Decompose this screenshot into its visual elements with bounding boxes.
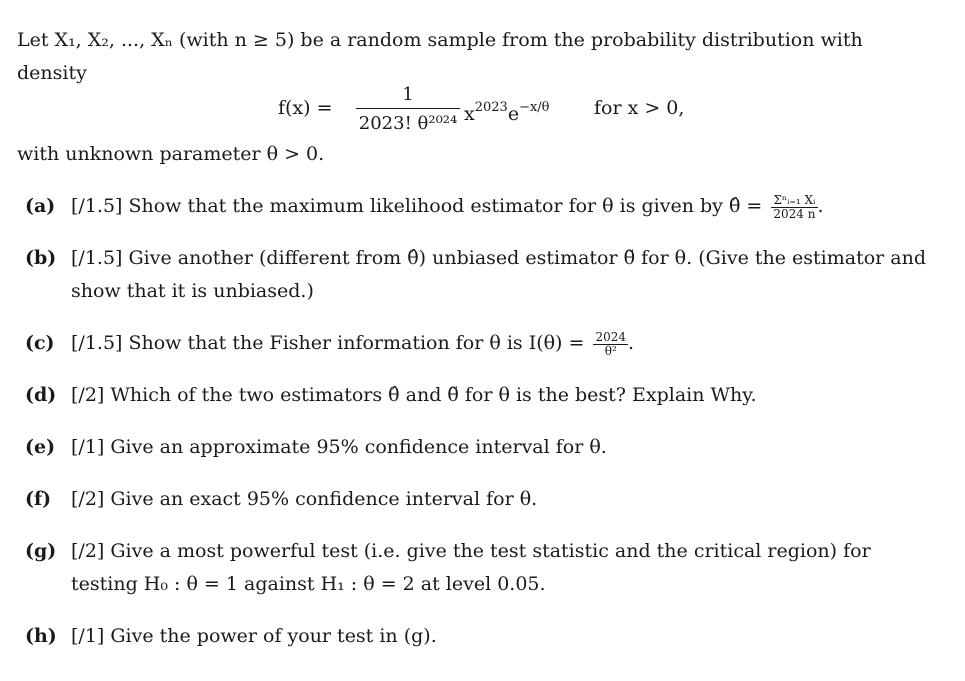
part-suffix: . [628, 332, 635, 354]
part-text: [/1.5] Show that the Fisher information for θ is I(θ) = [71, 332, 585, 354]
part-text: [/2] Give a most powerful test (i.e. give the test statistic and the critical region) for [71, 540, 871, 562]
part-h [25, 622, 437, 650]
density-condition: for x > 0, [594, 97, 685, 119]
fisher-numerator: 2024 [595, 330, 627, 344]
density-lhs: f(x) = [278, 97, 333, 119]
part-g [25, 537, 871, 565]
part-label: (b) [25, 247, 57, 269]
density-formula [278, 84, 728, 144]
mle-denominator: 2024 n [773, 207, 816, 221]
part-text: [/1.5] Show that the maximum likelihood estimator for θ is given by θ̂ = [71, 195, 763, 217]
part-label: (a) [25, 195, 56, 217]
fisher-fraction [593, 331, 628, 358]
density-fraction [356, 84, 460, 136]
part-text: [/2] Which of the two estimators θ̂ and θ̃ for θ is the best? Explain Why. [71, 384, 757, 406]
density-denominator: 2023! θ²⁰²⁴ [358, 113, 458, 134]
fisher-denominator: θ² [604, 344, 617, 358]
part-f [25, 485, 537, 513]
part-label: (g) [25, 540, 57, 562]
part-text: [/1.5] Give another (different from θ̂) unbiased estimator θ̃ for θ. (Give the estimator and [71, 247, 927, 269]
part-b [25, 244, 926, 272]
intro-line-2: density [17, 62, 87, 84]
part-text: [/2] Give an exact 95% confidence interval for θ. [71, 488, 538, 510]
part-label: (h) [25, 625, 57, 647]
tail-e: e [507, 103, 520, 125]
mle-numerator: Σⁿᵢ₌₁ Xᵢ [773, 193, 816, 207]
tail-e-exponent: −x/θ [519, 100, 550, 115]
part-e [25, 433, 607, 461]
density-tail [464, 94, 550, 128]
part-b-continuation: show that it is unbiased.) [71, 280, 314, 302]
part-c [25, 329, 634, 358]
part-suffix: . [817, 195, 824, 217]
intro-line-3: with unknown parameter θ > 0. [17, 143, 325, 165]
fraction-bar [356, 108, 460, 109]
part-a [25, 192, 824, 221]
part-g-continuation: testing H₀ : θ = 1 against H₁ : θ = 2 at level 0.05. [71, 573, 546, 595]
part-label: (c) [25, 332, 55, 354]
tail-exponent: 2023 [474, 100, 508, 115]
part-d [25, 381, 757, 409]
part-text: [/1] Give an approximate 95% confidence interval for θ. [71, 436, 607, 458]
intro-line-1: Let X₁, X₂, ..., Xₙ (with n ≥ 5) be a random sample from the probability distribution with [17, 29, 863, 51]
tail-base: x [464, 103, 475, 125]
part-label: (f) [25, 488, 52, 510]
mle-fraction [771, 194, 817, 221]
density-numerator: 1 [402, 84, 414, 105]
part-label: (d) [25, 384, 57, 406]
part-text: [/1] Give the power of your test in (g). [71, 625, 437, 647]
part-label: (e) [25, 436, 56, 458]
